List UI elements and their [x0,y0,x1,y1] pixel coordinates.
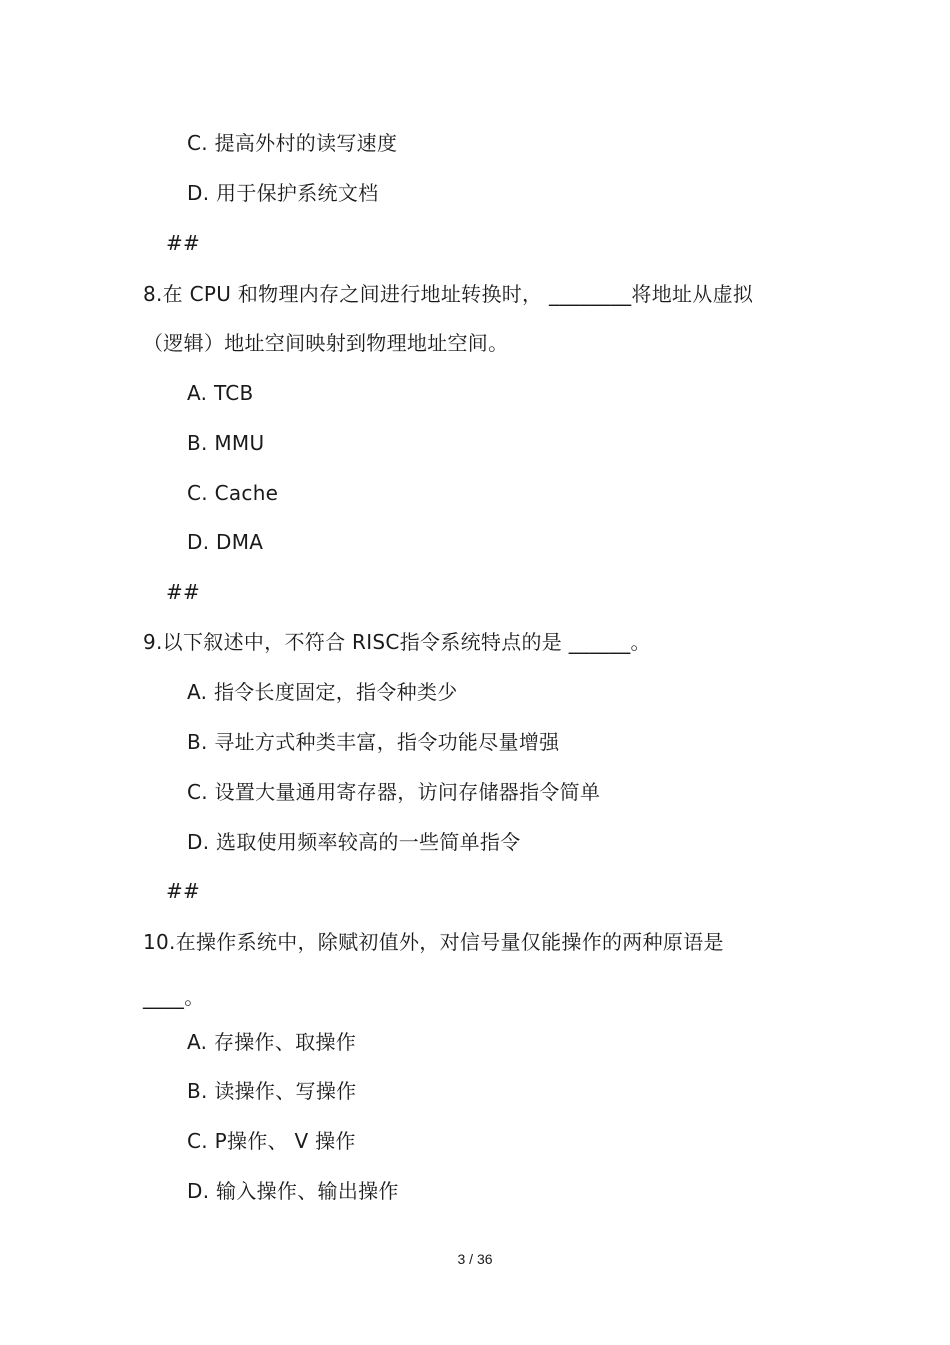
option-9a: A. 指令长度固定，指令种类少 [187,680,458,704]
separator: ## [166,231,201,255]
option-9b: B. 寻址方式种类丰富，指令功能尽量增强 [187,730,560,754]
question-9: 9.以下叙述中，不符合 RISC指令系统特点的是 ______。 [143,630,651,654]
question-8-line-1: 8.在 CPU 和物理内存之间进行地址转换时， ________将地址从虚拟 [143,282,754,306]
option-10a: A. 存操作、取操作 [187,1030,357,1054]
option-7c: C. 提高外村的读写速度 [187,131,398,155]
option-7d: D. 用于保护系统文档 [187,181,379,205]
option-10b: B. 读操作、写操作 [187,1079,357,1103]
option-10d: D. 输入操作、输出操作 [187,1179,399,1203]
option-8b: B. MMU [187,431,265,455]
option-8a: A. TCB [187,381,254,405]
option-10c: C. P操作、 V 操作 [187,1129,356,1153]
option-8d: D. DMA [187,530,264,554]
option-8c: C. Cache [187,481,279,505]
option-9d: D. 选取使用频率较高的一些简单指令 [187,830,521,854]
separator: ## [166,879,201,903]
page-number: 3 / 36 [457,1251,493,1267]
option-9c: C. 设置大量通用寄存器，访问存储器指令简单 [187,780,601,804]
question-10-line-2: ____。 [143,985,205,1009]
separator: ## [166,580,201,604]
question-8-line-2: （逻辑）地址空间映射到物理地址空间。 [143,331,509,355]
question-10-line-1: 10.在操作系统中，除赋初值外，对信号量仅能操作的两种原语是 [143,930,724,954]
